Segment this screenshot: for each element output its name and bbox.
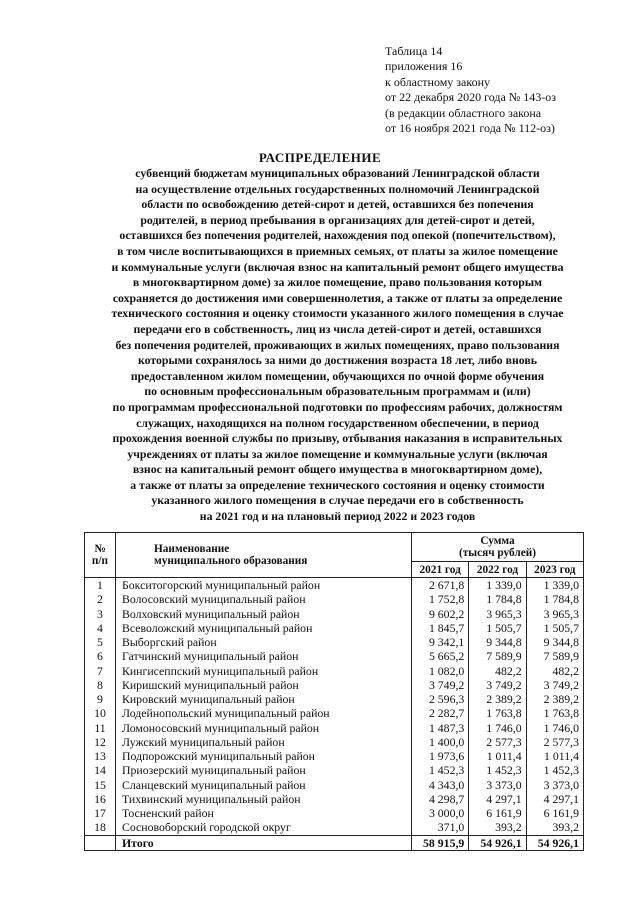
- subtitle-line: области по освобождению детей-сирот и детей, оставшихся без попечения: [141, 197, 534, 212]
- row-value-2021: 2 671,8: [412, 578, 469, 593]
- row-value-2023: 1 763,8: [526, 706, 583, 720]
- total-value-2023: 54 926,1: [526, 835, 583, 850]
- row-value-2022: 4 297,1: [469, 792, 526, 806]
- col-header-number: [85, 533, 116, 578]
- row-value-2021: 1 973,6: [412, 749, 469, 763]
- subtitle-line: учреждениях от платы за жилое помещение и коммунальные услуги (включая: [127, 446, 548, 461]
- row-value-2021: 9 342,1: [412, 635, 469, 649]
- row-municipality-name: Волосовский муниципальный район: [116, 592, 412, 606]
- row-number: 12: [85, 735, 116, 749]
- table-row: [85, 792, 584, 806]
- subtitle-line: прохождения военной службы по призыву, отбывания наказания в исправительных: [112, 431, 563, 446]
- row-value-2023: 393,2: [526, 820, 583, 835]
- row-value-2021: 1 487,3: [412, 721, 469, 735]
- row-value-2023: 6 161,9: [526, 806, 583, 820]
- document-header-reference: [385, 44, 625, 136]
- table-row: [85, 820, 584, 835]
- row-value-2022: 1 784,8: [469, 592, 526, 606]
- col-header-sum: [412, 533, 584, 562]
- row-value-2021: 1 082,0: [412, 664, 469, 678]
- header-line: к областному закону: [385, 74, 491, 89]
- subtitle-line: в том числе воспитывающихся в приемных семьях, от платы за жилое помещение: [117, 243, 558, 258]
- row-value-2023: 1 505,7: [526, 621, 583, 635]
- row-value-2021: 4 343,0: [412, 778, 469, 792]
- row-municipality-name: Подпорожский муниципальный район: [116, 749, 412, 763]
- table-row: [85, 692, 584, 706]
- total-value-2022: 54 926,1: [469, 835, 526, 850]
- row-value-2021: 1 452,3: [412, 763, 469, 777]
- row-municipality-name: Тосненский район: [116, 806, 412, 820]
- row-number: 17: [85, 806, 116, 820]
- col-header-year-2022: 2022 год: [469, 562, 526, 578]
- row-value-2022: 2 389,2: [469, 692, 526, 706]
- header-line: (в редакции областного закона: [385, 105, 542, 120]
- row-value-2023: 1 339,0: [526, 578, 583, 593]
- row-value-2021: 3 749,2: [412, 678, 469, 692]
- table-row: [85, 763, 584, 777]
- row-municipality-name: Волховский муниципальный район: [116, 607, 412, 621]
- row-municipality-name: Тихвинский муниципальный район: [116, 792, 412, 806]
- row-value-2022: 482,2: [469, 664, 526, 678]
- row-value-2021: 2 596,3: [412, 692, 469, 706]
- row-number: 5: [85, 635, 116, 649]
- row-value-2023: 3 749,2: [526, 678, 583, 692]
- row-value-2021: 1 752,8: [412, 592, 469, 606]
- col-header-name: [116, 533, 412, 578]
- row-value-2023: 9 344,8: [526, 635, 583, 649]
- row-municipality-name: Кингисеппский муниципальный район: [116, 664, 412, 678]
- subtitle-line: технического состояния и оценку стоимости указанного жилого помещения в случае: [111, 306, 564, 321]
- col-header-year-2021: 2021 год: [412, 562, 469, 578]
- row-value-2023: 1 784,8: [526, 592, 583, 606]
- row-municipality-name: Сосновоборский городской округ: [116, 820, 412, 835]
- row-value-2022: 2 577,3: [469, 735, 526, 749]
- header-line: приложения 16: [385, 59, 463, 74]
- row-municipality-name: Киришский муниципальный район: [116, 678, 412, 692]
- row-value-2021: 1 845,7: [412, 621, 469, 635]
- row-value-2022: 1 763,8: [469, 706, 526, 720]
- row-value-2022: 3 965,3: [469, 607, 526, 621]
- row-municipality-name: Приозерский муниципальный район: [116, 763, 412, 777]
- col-header-sum-line1: Сумма: [480, 535, 515, 547]
- row-value-2021: 3 000,0: [412, 806, 469, 820]
- row-value-2021: 371,0: [412, 820, 469, 835]
- row-value-2022: 3 749,2: [469, 678, 526, 692]
- subtitle-line: на 2021 год и на плановый период 2022 и 2023 годов: [199, 509, 476, 524]
- table-row: [85, 706, 584, 720]
- row-number: 15: [85, 778, 116, 792]
- table-row: [85, 778, 584, 792]
- table-row: [85, 592, 584, 606]
- row-number: 16: [85, 792, 116, 806]
- table-body: [85, 578, 584, 851]
- distribution-table: [84, 532, 584, 851]
- col-header-number-line2: п/п: [91, 555, 109, 567]
- subtitle-line: на осуществление отдельных государственных полномочий Ленинградской: [135, 181, 540, 196]
- row-value-2021: 9 602,2: [412, 607, 469, 621]
- subtitle-line: в многоквартирном доме) за жилое помещение, право пользования которым: [132, 275, 543, 290]
- subtitle-line: а также от платы за определение технического состояния и оценку стоимости: [130, 477, 545, 492]
- table-row: [85, 806, 584, 820]
- row-value-2023: 3 373,0: [526, 778, 583, 792]
- row-number: 1: [85, 578, 116, 593]
- total-value-2021: 58 915,9: [412, 835, 469, 850]
- row-number: 14: [85, 763, 116, 777]
- subtitle-line: которыми сохранялось за ними до достижения возраста 18 лет, либо вновь: [137, 353, 538, 368]
- row-number: 13: [85, 749, 116, 763]
- row-value-2022: 1 505,7: [469, 621, 526, 635]
- row-value-2021: 2 282,7: [412, 706, 469, 720]
- row-value-2023: 2 577,3: [526, 735, 583, 749]
- col-header-name-line1: Наименование: [154, 543, 230, 555]
- subtitle-line: передачи его в собственность, лиц из числа детей-сирот и детей, оставшихся: [133, 321, 542, 336]
- row-number: 9: [85, 692, 116, 706]
- document-title: РАСПРЕДЕЛЕНИЕ: [258, 150, 382, 165]
- subtitle-line: без попечения родителей, проживающих в жилых помещениях, право пользования: [115, 337, 560, 352]
- row-value-2022: 1 011,4: [469, 749, 526, 763]
- col-header-year-2023: 2023 год: [526, 562, 583, 578]
- row-municipality-name: Выборгский район: [116, 635, 412, 649]
- row-value-2023: 4 297,1: [526, 792, 583, 806]
- row-value-2023: 1 011,4: [526, 749, 583, 763]
- row-number: 18: [85, 820, 116, 835]
- subtitle-line: служащих, находящихся на полном государственном обеспечении, в период: [136, 415, 539, 430]
- col-header-name-line2: муниципального образования: [154, 555, 308, 567]
- row-value-2022: 1 746,0: [469, 721, 526, 735]
- row-number: 4: [85, 621, 116, 635]
- row-value-2022: 7 589,9: [469, 649, 526, 663]
- col-header-sum-line2: (тысяч рублей): [458, 547, 537, 559]
- row-number: 3: [85, 607, 116, 621]
- row-municipality-name: Ломоносовский муниципальный район: [116, 721, 412, 735]
- row-value-2022: 3 373,0: [469, 778, 526, 792]
- row-value-2023: 3 965,3: [526, 607, 583, 621]
- table-row: [85, 735, 584, 749]
- row-municipality-name: Бокситогорский муниципальный район: [116, 578, 412, 593]
- row-value-2022: 9 344,8: [469, 635, 526, 649]
- subtitle-line: предоставленном жилом помещении, обучающихся по очной форме обучения: [130, 368, 545, 383]
- total-label: Итого: [116, 835, 412, 850]
- row-value-2023: 2 389,2: [526, 692, 583, 706]
- table-row: [85, 578, 584, 593]
- subtitle-line: субвенций бюджетам муниципальных образований Ленинградской области: [135, 166, 540, 180]
- row-municipality-name: Гатчинский муниципальный район: [116, 649, 412, 663]
- row-value-2022: 1 452,3: [469, 763, 526, 777]
- subtitle-line: по программам профессиональной подготовки по профессиям рабочих, должностям: [112, 399, 563, 414]
- subtitle-line: взнос на капитальный ремонт общего имущества в многоквартирном доме),: [132, 462, 543, 477]
- subtitle-line: и коммунальные услуги (включая взнос на капитальный ремонт общего имущества: [111, 259, 564, 274]
- table-row: [85, 721, 584, 735]
- row-number: 2: [85, 592, 116, 606]
- subtitle-line: по основным профессиональным образовательным программам и (или): [144, 384, 531, 399]
- row-value-2023: 482,2: [526, 664, 583, 678]
- row-municipality-name: Всеволожский муниципальный район: [116, 621, 412, 635]
- row-number: 8: [85, 678, 116, 692]
- row-value-2021: 5 665,2: [412, 649, 469, 663]
- header-line: от 16 ноября 2021 года № 112-оз): [385, 121, 555, 136]
- total-number-cell: [85, 835, 116, 850]
- table-row: [85, 678, 584, 692]
- subtitle-line: оставшихся без попечения родителей, нахождения под опекой (попечительством),: [119, 228, 556, 243]
- header-line: Таблица 14: [385, 44, 443, 58]
- row-municipality-name: Сланцевский муниципальный район: [116, 778, 412, 792]
- row-number: 10: [85, 706, 116, 720]
- row-municipality-name: Кировский муниципальный район: [116, 692, 412, 706]
- row-municipality-name: Лужский муниципальный район: [116, 735, 412, 749]
- row-value-2023: 1 746,0: [526, 721, 583, 735]
- table-row: [85, 635, 584, 649]
- row-value-2023: 7 589,9: [526, 649, 583, 663]
- row-value-2021: 4 298,7: [412, 792, 469, 806]
- table-row: [85, 607, 584, 621]
- row-number: 11: [85, 721, 116, 735]
- table-row: [85, 621, 584, 635]
- document-subtitle: [60, 166, 615, 525]
- subtitle-line: родителей, в период пребывания в организациях для детей-сирот и детей,: [140, 212, 535, 227]
- header-line: от 22 декабря 2020 года № 143-оз: [385, 90, 557, 105]
- col-header-number-line1: №: [94, 543, 106, 555]
- subtitle-line: сохраняется до достижения ими совершеннолетия, а также от платы за определение: [112, 290, 563, 305]
- row-municipality-name: Лодейнопольский муниципальный район: [116, 706, 412, 720]
- row-number: 7: [85, 664, 116, 678]
- table-total-row: [85, 835, 584, 850]
- subtitle-line: указанного жилого помещения в случае передачи его в собственность: [151, 493, 524, 508]
- row-number: 6: [85, 649, 116, 663]
- row-value-2023: 1 452,3: [526, 763, 583, 777]
- row-value-2022: 1 339,0: [469, 578, 526, 593]
- row-value-2021: 1 400,0: [412, 735, 469, 749]
- row-value-2022: 6 161,9: [469, 806, 526, 820]
- table-row: [85, 664, 584, 678]
- table-row: [85, 649, 584, 663]
- table-row: [85, 749, 584, 763]
- row-value-2022: 393,2: [469, 820, 526, 835]
